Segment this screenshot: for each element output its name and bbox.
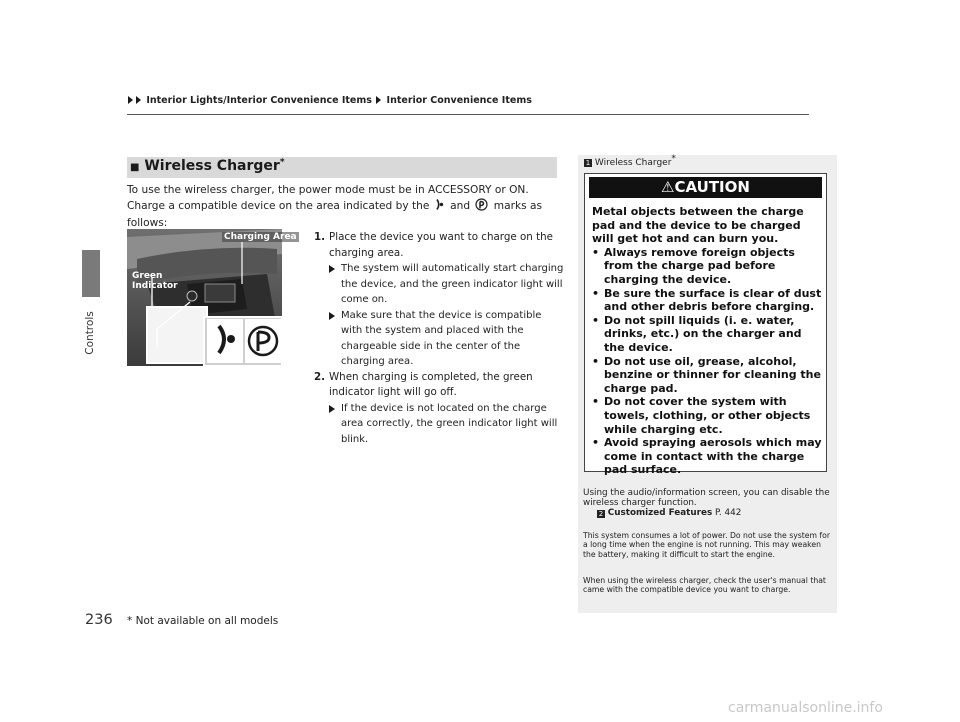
step-detail <box>317 308 565 370</box>
note-marker-icon: 1 <box>585 159 591 167</box>
cross-reference-page: P. 442 <box>715 508 742 518</box>
caution-item-text: Do not spill liquids (i. e. water, drinks, etc.) on the charger and the device. <box>604 313 802 354</box>
side-tab-text: Controls <box>84 311 96 355</box>
green-label-line: Green <box>132 271 163 281</box>
step-detail <box>317 401 565 448</box>
caution-item-text: Do not cover the system with towels, clothing, or other objects while charging etc. <box>604 395 811 436</box>
caution-item <box>592 355 822 396</box>
step-item <box>314 230 565 261</box>
watermark: carmanualsonline.info <box>728 700 883 716</box>
caution-item <box>592 287 822 314</box>
caution-item-text: Avoid spraying aerosols which may come in contact with the charge pad surface. <box>604 436 822 477</box>
caution-item-text: Do not use oil, grease, alcohol, benzine or thinner for cleaning the charge pad. <box>604 354 821 395</box>
intro-text: Charge a compatible device on the area indicated by the <box>127 200 430 212</box>
caution-intro: Metal objects between the charge pad and the device to be charged will get hot and can burn you. <box>592 205 804 246</box>
bullet-icon: • <box>592 286 600 300</box>
note-text: Using the audio/information screen, you can disable the wireless charger function. <box>583 488 830 508</box>
caution-item <box>592 395 822 436</box>
note-power-consumption: This system consumes a lot of power. Do not use the system for a long time when the engine is not running. This may weaken the battery, making it difficult to start the engine. <box>583 531 830 559</box>
step-detail-text: If the device is not located on the charge area correctly, the green indicator light will blink. <box>341 402 558 445</box>
caution-list <box>592 246 822 477</box>
caution-title-text: CAUTION <box>674 178 750 196</box>
cross-reference-title[interactable]: Customized Features <box>607 508 713 518</box>
step-item <box>314 370 565 401</box>
bullet-icon: • <box>592 354 600 368</box>
section-title-text: Wireless Charger <box>144 158 280 174</box>
cross-reference-icon: 2 <box>598 510 604 518</box>
side-notes-heading <box>584 154 676 168</box>
step-number: 1. <box>314 231 326 243</box>
section-title <box>130 158 285 174</box>
bullet-icon: • <box>592 313 600 327</box>
section-marker-icon: ■ <box>130 162 140 173</box>
caution-body <box>592 205 822 477</box>
breadcrumb-arrow-icon <box>376 96 381 104</box>
indicator-label-line: Indicator <box>132 281 178 291</box>
availability-asterisk: * <box>671 154 676 164</box>
availability-asterisk: * <box>279 157 285 168</box>
header-divider <box>127 114 809 115</box>
intro-text: marks as <box>493 200 542 212</box>
step-arrow-icon <box>329 265 335 273</box>
caution-item-text: Always remove foreign objects from the charge pad before charging the device. <box>604 245 795 286</box>
intro-line: To use the wireless charger, the power mode must be in ACCESSORY or ON. <box>127 184 529 196</box>
bullet-icon: • <box>592 245 600 259</box>
charger-photo-illustration <box>127 229 282 366</box>
caution-item <box>592 436 822 477</box>
qi-logo-icon <box>475 198 488 216</box>
footnote: * Not available on all models <box>127 615 279 627</box>
caution-item-text: Be sure the surface is clear of dust and other debris before charging. <box>604 286 822 314</box>
step-detail <box>317 261 565 308</box>
bullet-icon: • <box>592 395 600 409</box>
cross-reference-link[interactable] <box>597 508 833 518</box>
step-text: Place the device you want to charge on the charging area. <box>329 231 553 259</box>
intro-paragraph <box>127 183 567 231</box>
breadcrumb-arrow-icon <box>136 96 141 104</box>
intro-line <box>127 198 567 216</box>
wireless-charging-icon <box>435 198 445 216</box>
note-audio-screen <box>583 488 833 518</box>
caution-item <box>592 314 822 355</box>
side-tab-label <box>78 303 103 363</box>
charging-area-label: Charging Area <box>224 232 297 242</box>
caution-item <box>592 246 822 287</box>
breadcrumb-arrow-icon <box>128 96 133 104</box>
green-indicator-label <box>130 271 180 291</box>
breadcrumb-item[interactable]: Interior Convenience Items <box>386 95 532 106</box>
section-tab-marker <box>82 250 100 297</box>
breadcrumb <box>127 95 532 106</box>
caution-title <box>589 177 822 198</box>
breadcrumb-item[interactable]: Interior Lights/Interior Convenience Items <box>146 95 372 106</box>
steps-list <box>314 230 565 447</box>
bullet-icon: • <box>592 436 600 450</box>
step-text: When charging is completed, the green indicator light will go off. <box>329 370 533 398</box>
intro-text: and <box>450 200 471 212</box>
side-notes-heading-text: Wireless Charger <box>594 158 672 168</box>
step-detail-text: Make sure that the device is compatible with the system and placed with the chargeable side in the center of the charging area. <box>341 309 542 367</box>
page-number: 236 <box>85 612 113 628</box>
step-arrow-icon <box>329 405 335 413</box>
note-user-manual: When using the wireless charger, check the user's manual that came with the compatible device you want to charge. <box>583 576 826 595</box>
step-number: 2. <box>314 370 326 383</box>
charger-photo <box>127 229 297 366</box>
intro-line: follows: <box>127 217 168 229</box>
step-detail-text: The system will automatically start charging the device, and the green indicator light will come on. <box>341 263 564 305</box>
step-arrow-icon <box>329 312 335 320</box>
warning-icon: ⚠ <box>661 178 675 196</box>
